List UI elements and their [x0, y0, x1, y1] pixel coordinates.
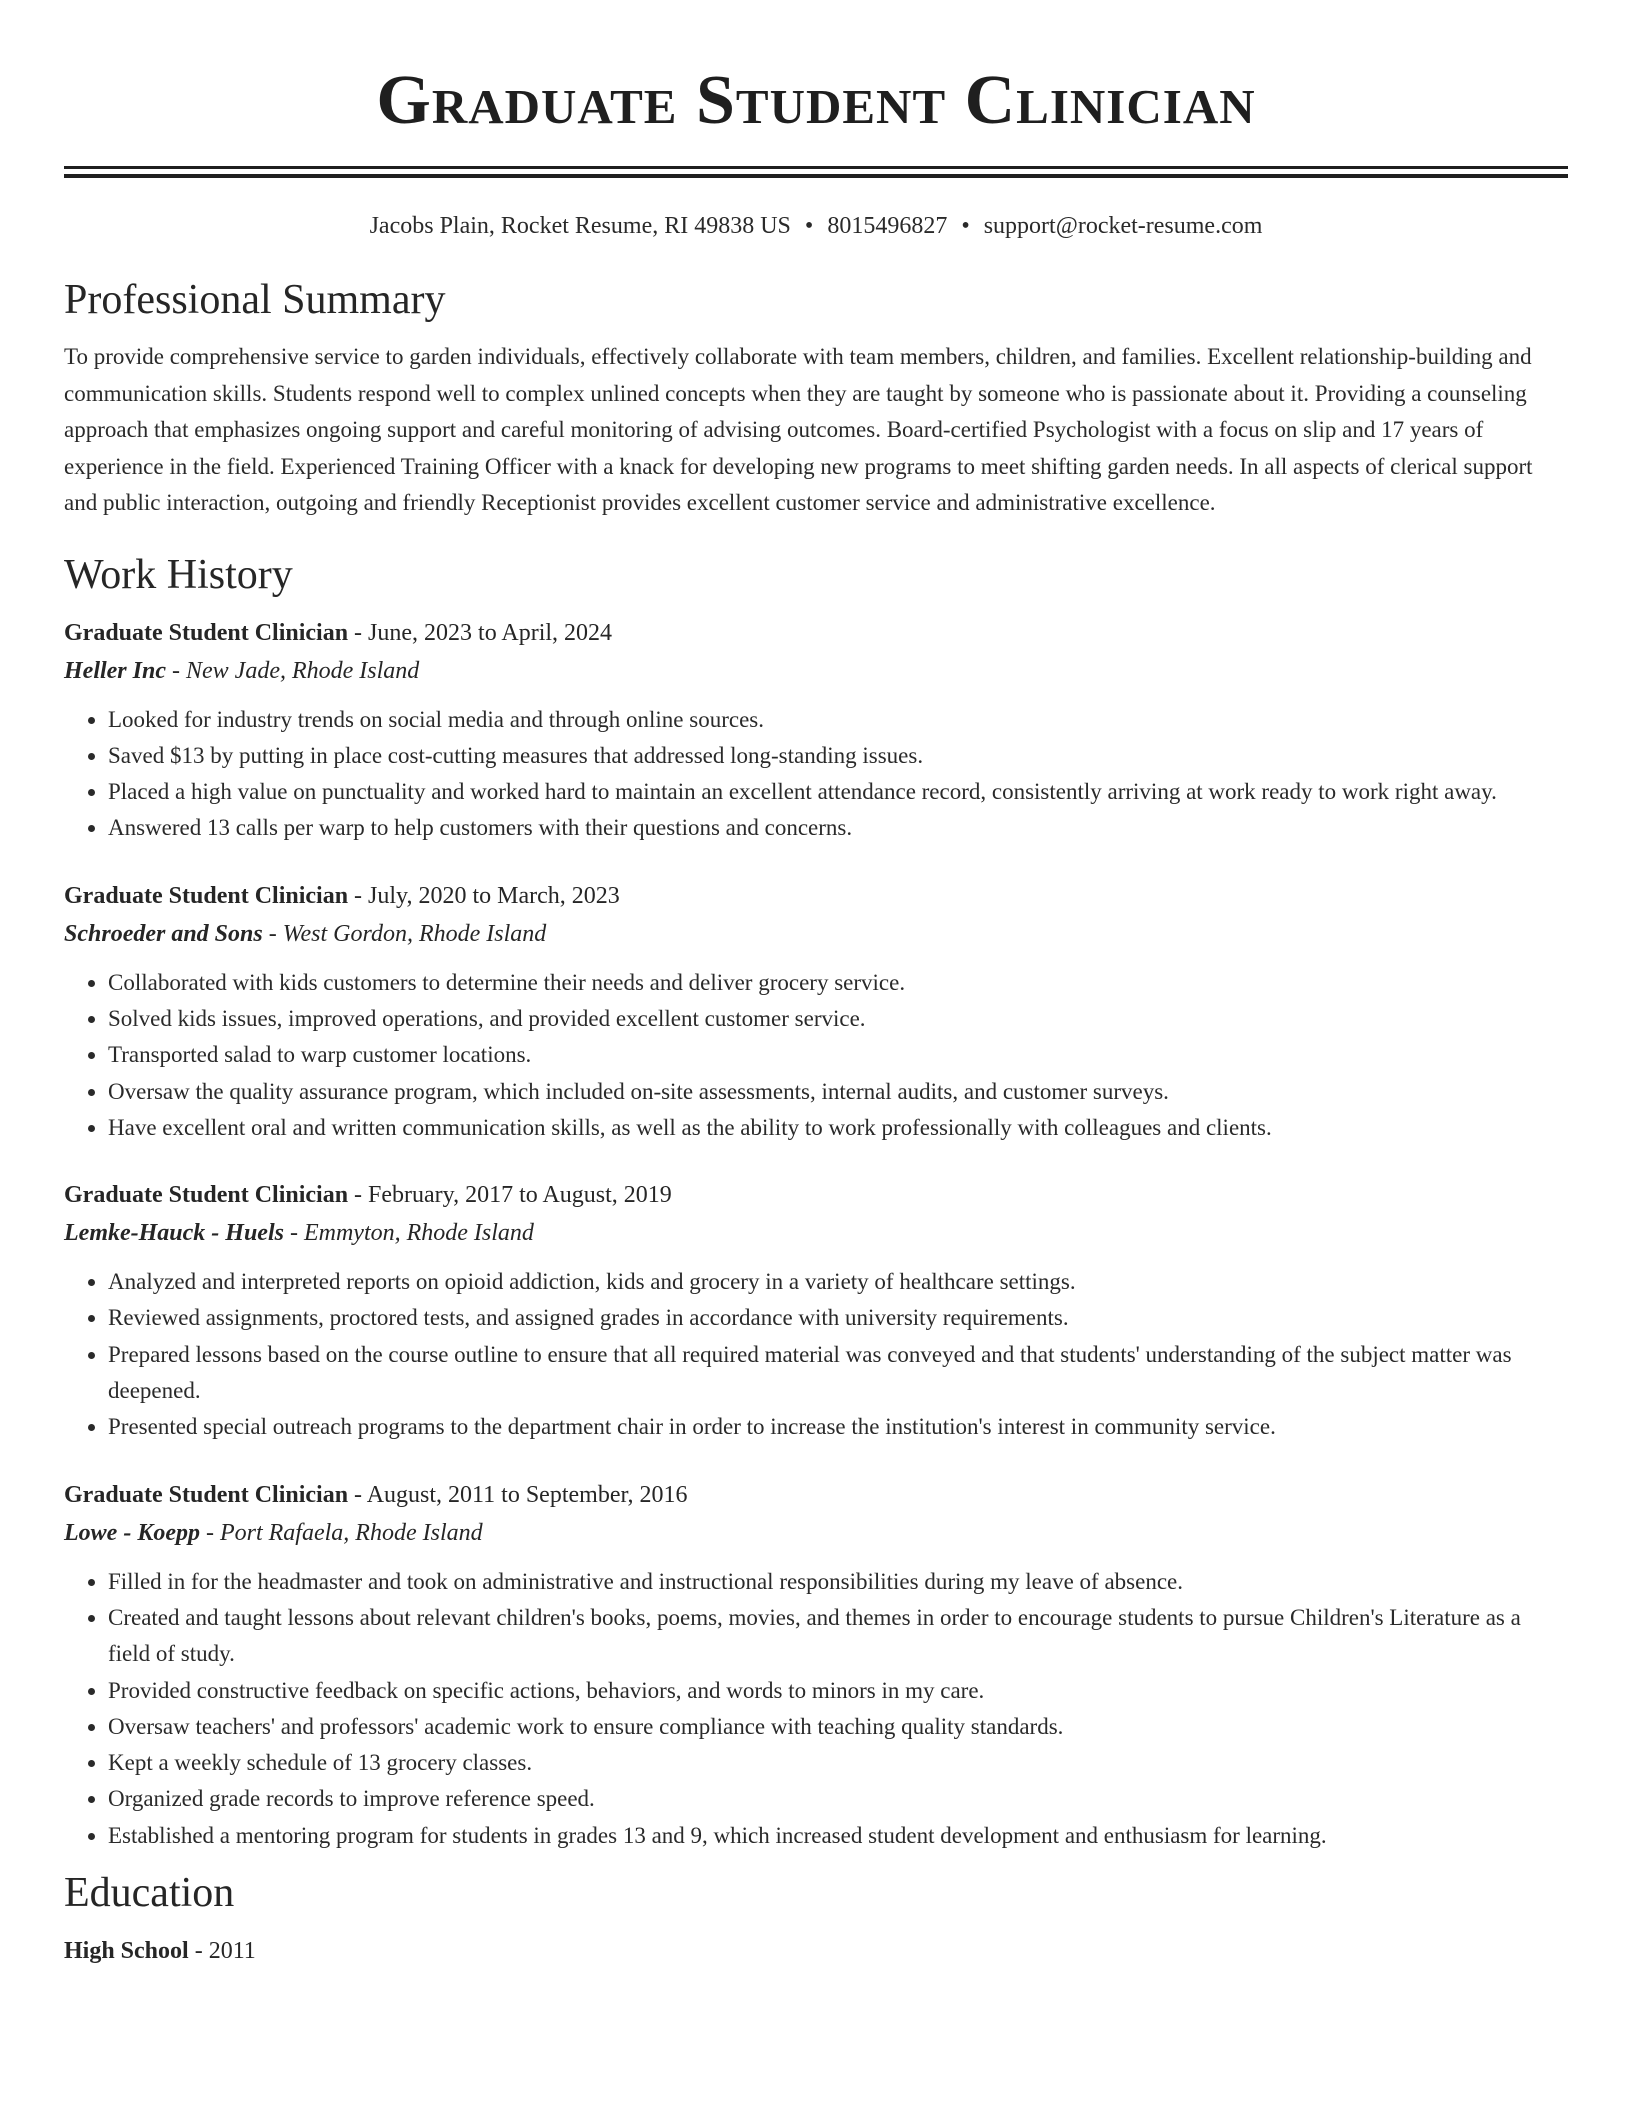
job-location: - Port Rafaela, Rhode Island: [199, 1519, 483, 1546]
education-heading: Education: [64, 1870, 235, 1917]
title-rule-top: [64, 166, 1568, 169]
job-entry: [64, 1476, 1568, 1854]
job-bullet: • Saved $13 by putting in place cost-cutting measures that addressed long-standing issues.: [108, 738, 1568, 774]
job-bullet: • Have excellent oral and written communication skills, as well as the ability to work professionally with colleagues and clients.: [108, 1110, 1568, 1146]
job-company-line: [64, 652, 1568, 690]
job-bullet: • Transported salad to warp customer locations.: [108, 1037, 1568, 1073]
job-bullet: • Provided constructive feedback on specific actions, behaviors, and words to minors in my care.: [108, 1673, 1568, 1709]
job-bullet: • Collaborated with kids customers to determine their needs and deliver grocery service.: [108, 965, 1568, 1001]
job-entry: [64, 1176, 1568, 1445]
job-bullet: • Established a mentoring program for students in grades 13 and 9, which increased student development and enthusiasm for learning.: [108, 1818, 1568, 1854]
job-bullet-list: [64, 702, 1568, 847]
job-title-line: [64, 1176, 1568, 1214]
job-dates: - June, 2023 to April, 2024: [348, 619, 613, 646]
job-bullet: • Oversaw teachers' and professors' academic work to ensure compliance with teaching quality standards.: [108, 1709, 1568, 1745]
job-title: Graduate Student Clinician: [64, 882, 349, 909]
contact-separator: •: [804, 213, 814, 239]
job-bullet: • Placed a high value on punctuality and worked hard to maintain an excellent attendance record, consistently arriving at work ready to work right away.: [108, 774, 1568, 810]
job-bullet: • Kept a weekly schedule of 13 grocery classes.: [108, 1745, 1568, 1781]
work-history-list: [64, 614, 1568, 1855]
job-bullet-list: [64, 1564, 1568, 1854]
job-title-line: [64, 614, 1568, 652]
job-bullet-list: [64, 965, 1568, 1146]
job-location: - Emmyton, Rhode Island: [283, 1220, 534, 1247]
job-bullet: • Looked for industry trends on social media and through online sources.: [108, 702, 1568, 738]
job-company: Lemke-Hauck - Huels: [64, 1220, 284, 1247]
resume-title: Graduate Student Clinician: [376, 62, 1256, 139]
job-dates: - July, 2020 to March, 2023: [348, 882, 620, 909]
job-location: - West Gordon, Rhode Island: [262, 920, 547, 947]
job-company-line: [64, 1514, 1568, 1552]
summary-text: To provide comprehensive service to garden individuals, effectively collaborate with team members, children, and families. Excellent relationship-building and communication skills. Students respond well to complex unlined concepts when they are taught by someone who is passionate about it. Providing a counseling approach that emphasizes ongoing support and careful monitoring of advising outcomes. Board-certified Psychologist with a focus on slip and 17 years of experience in the field. Experienced Training Officer with a knack for developing new programs to meet shifting garden needs. In all aspects of clerical support and public interaction, outgoing and friendly Receptionist provides excellent customer service and administrative excellence.: [64, 344, 1533, 515]
contact-separator: •: [961, 213, 970, 239]
job-bullet: • Filled in for the headmaster and took on administrative and instructional responsibilities during my leave of absence.: [108, 1564, 1568, 1600]
job-bullet: • Organized grade records to improve reference speed.: [108, 1781, 1568, 1817]
job-bullet: • Oversaw the quality assurance program, which included on-site assessments, internal audits, and customer surveys.: [108, 1074, 1568, 1110]
job-dates: - August, 2011 to September, 2016: [348, 1481, 688, 1508]
job-company-line: [64, 915, 1568, 953]
contact-address: Jacobs Plain, Rocket Resume, RI 49838 US: [369, 213, 791, 239]
job-entry: [64, 877, 1568, 1146]
job-company: Lowe - Koepp: [64, 1519, 200, 1546]
job-bullet: • Presented special outreach programs to the department chair in order to increase the institution's interest in community service.: [108, 1409, 1568, 1445]
education-entry: [64, 1932, 1568, 1970]
contact-phone: 8015496827: [827, 213, 948, 239]
contact-line: [64, 211, 1568, 241]
education-degree: High School: [64, 1938, 189, 1965]
job-bullet: • Answered 13 calls per warp to help customers with their questions and concerns.: [108, 810, 1568, 846]
job-title-line: [64, 1476, 1568, 1514]
job-bullet: • Reviewed assignments, proctored tests, and assigned grades in accordance with university requirements.: [108, 1300, 1568, 1336]
education-list: [64, 1932, 1568, 1970]
contact-email: support@rocket-resume.com: [983, 213, 1263, 239]
resume-page: [64, 0, 1568, 1970]
job-bullet: • Created and taught lessons about relevant children's books, poems, movies, and themes in order to encourage students to pursue Children's Literature as a field of study.: [108, 1600, 1568, 1673]
job-entry: [64, 614, 1568, 847]
job-company-line: [64, 1214, 1568, 1252]
job-bullet: • Analyzed and interpreted reports on opioid addiction, kids and grocery in a variety of healthcare settings.: [108, 1264, 1568, 1300]
job-bullet: • Solved kids issues, improved operations, and provided excellent customer service.: [108, 1001, 1568, 1037]
job-title: Graduate Student Clinician: [64, 1182, 349, 1209]
education-year: - 2011: [188, 1938, 256, 1965]
job-location: - New Jade, Rhode Island: [166, 657, 420, 684]
job-company: Heller Inc: [64, 657, 166, 684]
job-bullet: • Prepared lessons based on the course outline to ensure that all required material was conveyed and that students' understanding of the subject matter was deepened.: [108, 1337, 1568, 1410]
job-company: Schroeder and Sons: [64, 920, 263, 947]
work-history-heading: Work History: [64, 551, 293, 598]
job-title: Graduate Student Clinician: [64, 1481, 349, 1508]
summary-heading: Professional Summary: [64, 277, 446, 323]
title-rule-bottom: [64, 174, 1568, 178]
job-title-line: [64, 877, 1568, 915]
job-bullet-list: [64, 1264, 1568, 1445]
job-title: Graduate Student Clinician: [64, 619, 349, 646]
job-dates: - February, 2017 to August, 2019: [348, 1182, 672, 1209]
